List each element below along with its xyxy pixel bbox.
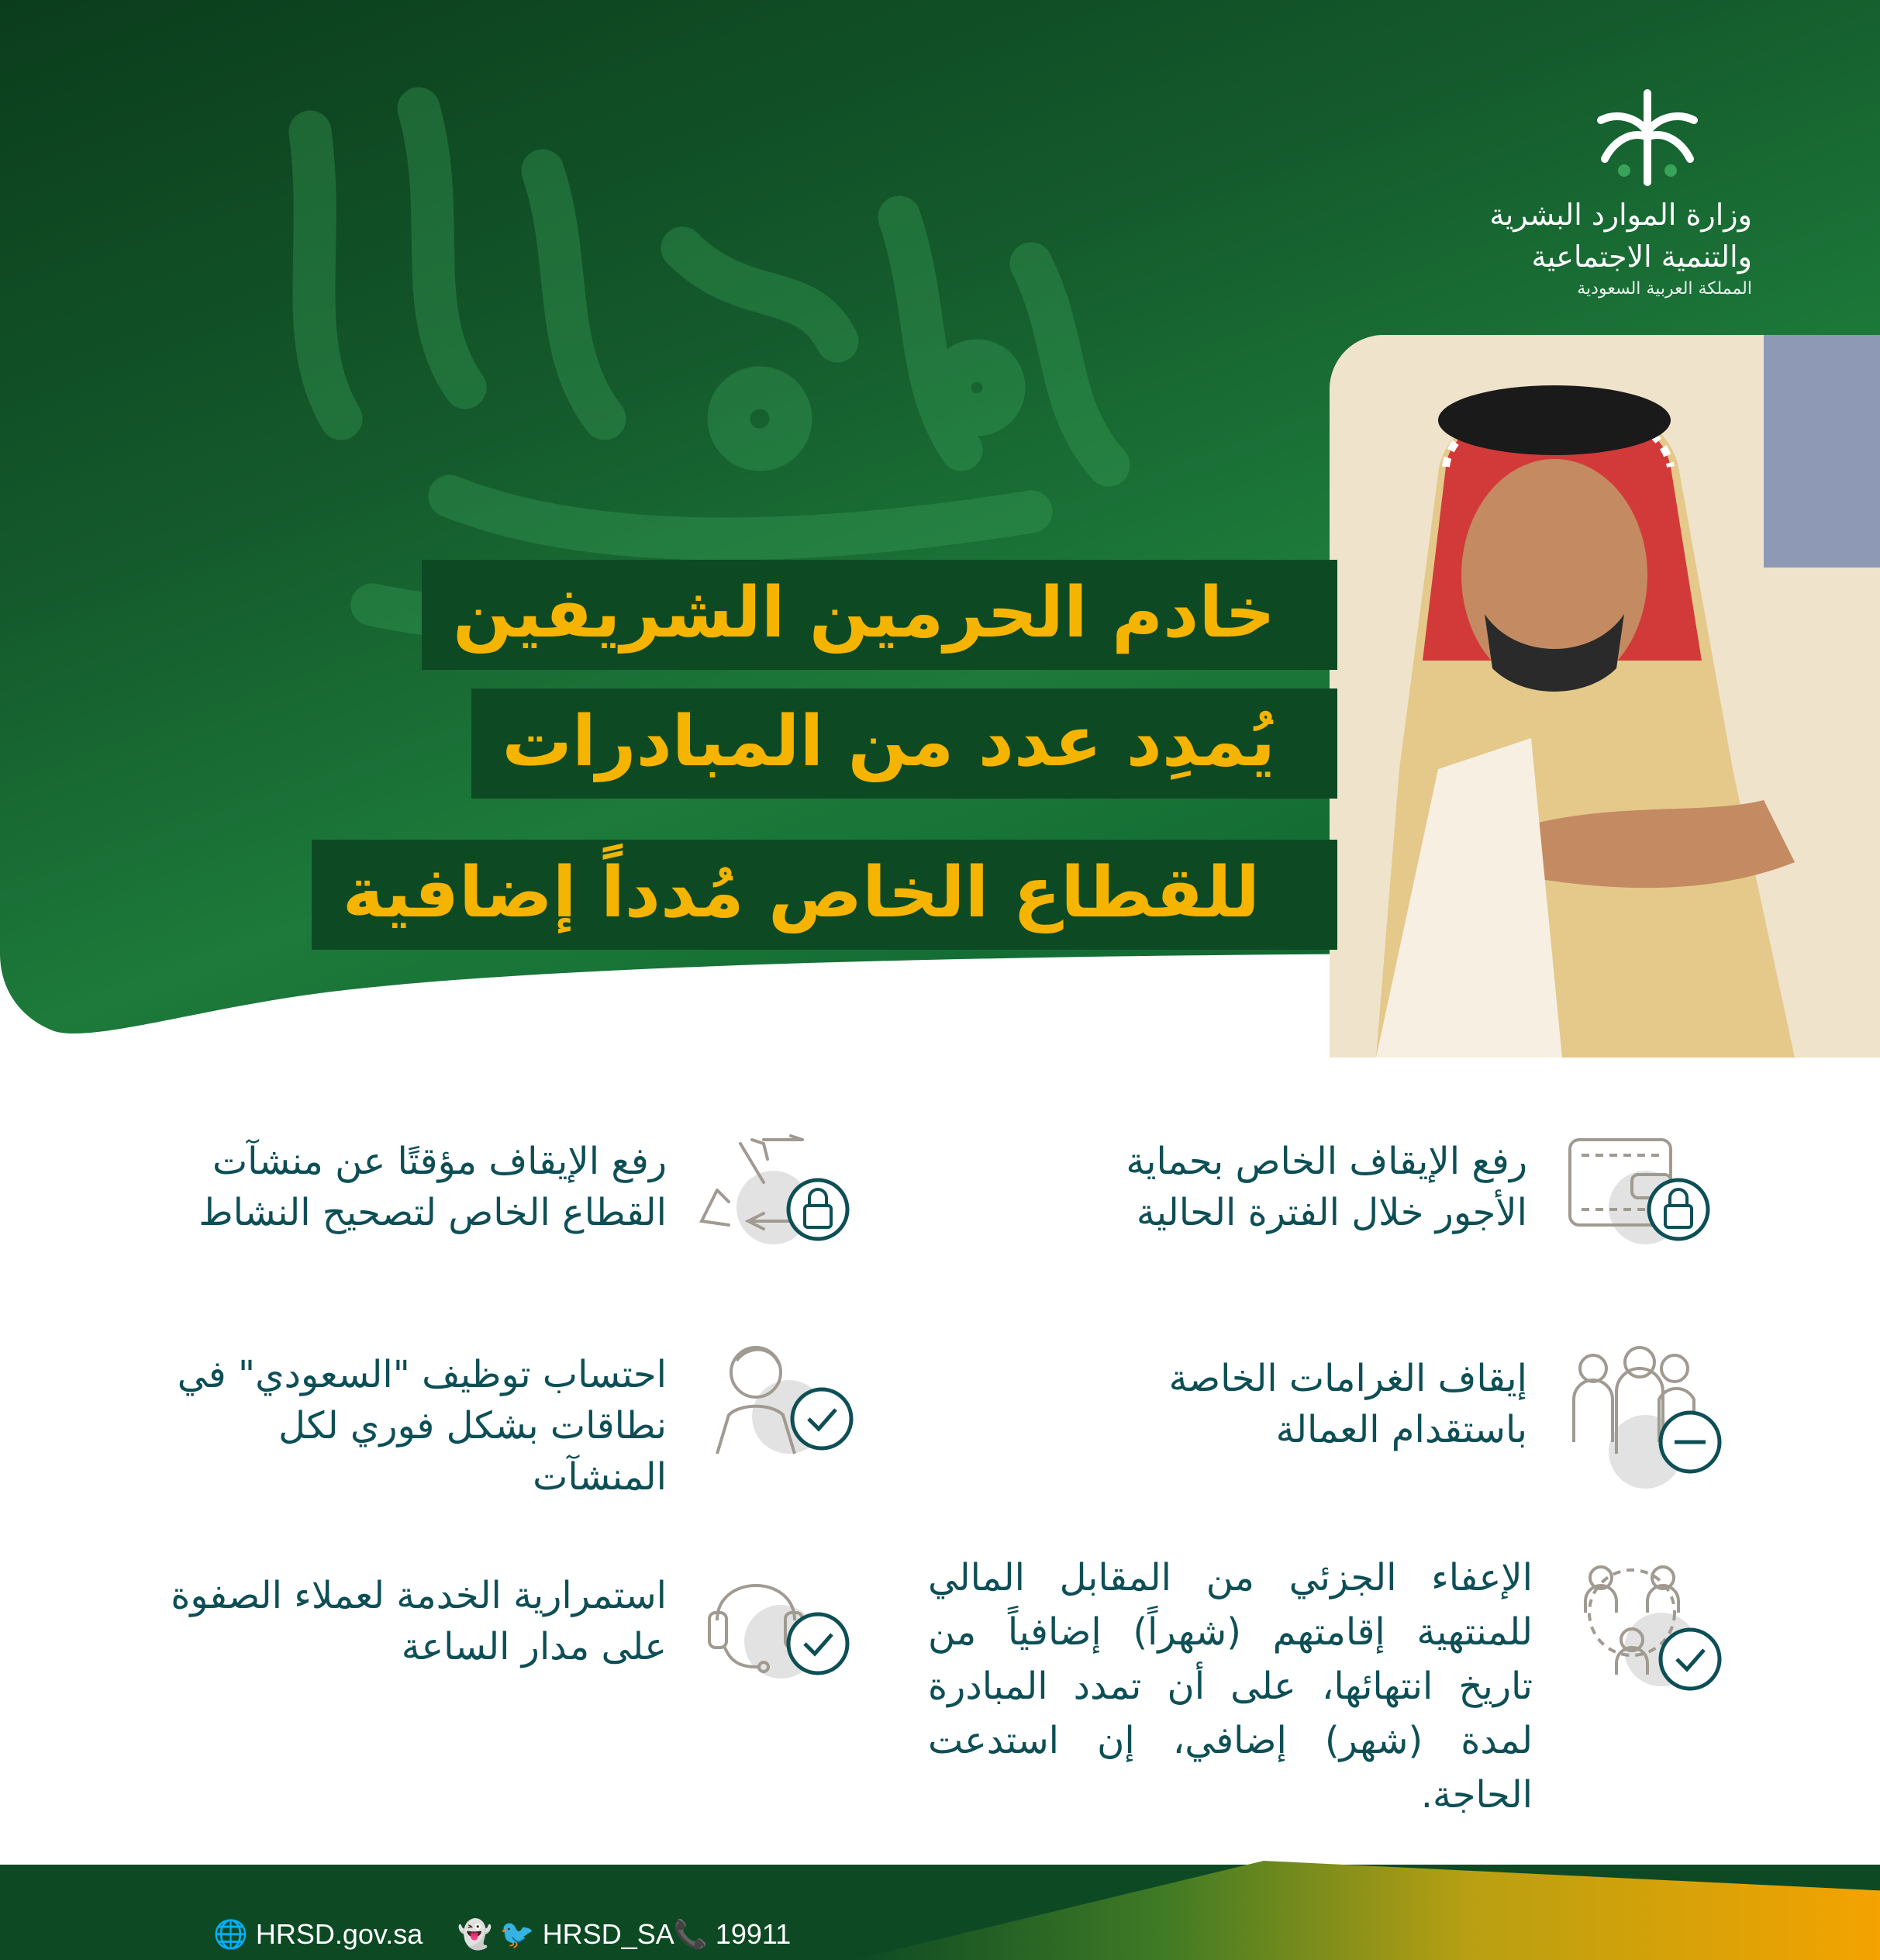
wallet-lock-icon <box>1551 1128 1721 1260</box>
org-name-line1: وزارة الموارد البشرية <box>1489 198 1752 232</box>
headset-check-icon <box>702 1558 872 1690</box>
twitter-icon: 🐦 <box>499 1918 535 1950</box>
network-check-icon <box>1574 1558 1744 1690</box>
headline-line3: للقطاع الخاص مُدداً إضافية <box>312 840 1337 950</box>
initiative-wage-protection: رفع الإيقاف الخاص بحماية الأجور خلال الفترة الحالية <box>1126 1140 1527 1234</box>
org-name-line2: والتنمية الاجتماعية <box>1531 240 1752 274</box>
recycle-lock-icon <box>694 1128 864 1260</box>
phone-icon: 📞 <box>673 1918 708 1950</box>
portrait-illustration <box>1330 335 1880 1058</box>
org-country: المملكة العربية السعودية <box>1577 279 1752 298</box>
footer-phone[interactable] <box>673 1915 791 1954</box>
group-minus-icon <box>1566 1345 1737 1477</box>
king-portrait <box>1330 335 1880 1058</box>
footer-website[interactable] <box>213 1915 423 1954</box>
headline-line1: خادم الحرمين الشريفين <box>422 560 1337 670</box>
website-text: HRSD.gov.sa <box>255 1918 423 1950</box>
initiative-elite-service: استمرارية الخدمة لعملاء الصفوة على مدار الساعة <box>171 1574 667 1668</box>
social-handle-text: HRSD_SA <box>542 1918 674 1950</box>
initiative-saudi-employment: احتساب توظيف "السعودي" في نطاقات بشكل فوري لكل المنشآت <box>177 1353 667 1499</box>
globe-icon: 🌐 <box>213 1918 248 1950</box>
palm-logo-icon <box>1589 85 1706 186</box>
initiative-recruitment-fines: إيقاف الغرامات الخاصة باستقدام العمالة <box>1168 1357 1527 1451</box>
person-check-icon <box>709 1337 880 1469</box>
initiative-partial-exemption: الإعفاء الجزئي من المقابل المالي للمنتهية إقامتهم (شهراً) إضافياً من تاريخ انتهائها، على أن تمدد المبادرة لمدة (شهر) إضافي، إن استدعت الحاجة. <box>928 1556 1533 1817</box>
headline-line2: يُمدِد عدد من المبادرات <box>471 688 1337 799</box>
phone-text: 19911 <box>715 1918 792 1950</box>
initiative-activity-correction: رفع الإيقاف مؤقتًا عن منشآت القطاع الخاص لتصحيح النشاط <box>198 1140 667 1234</box>
snapchat-icon: 👻 <box>457 1918 492 1950</box>
footer-social[interactable] <box>457 1915 674 1954</box>
